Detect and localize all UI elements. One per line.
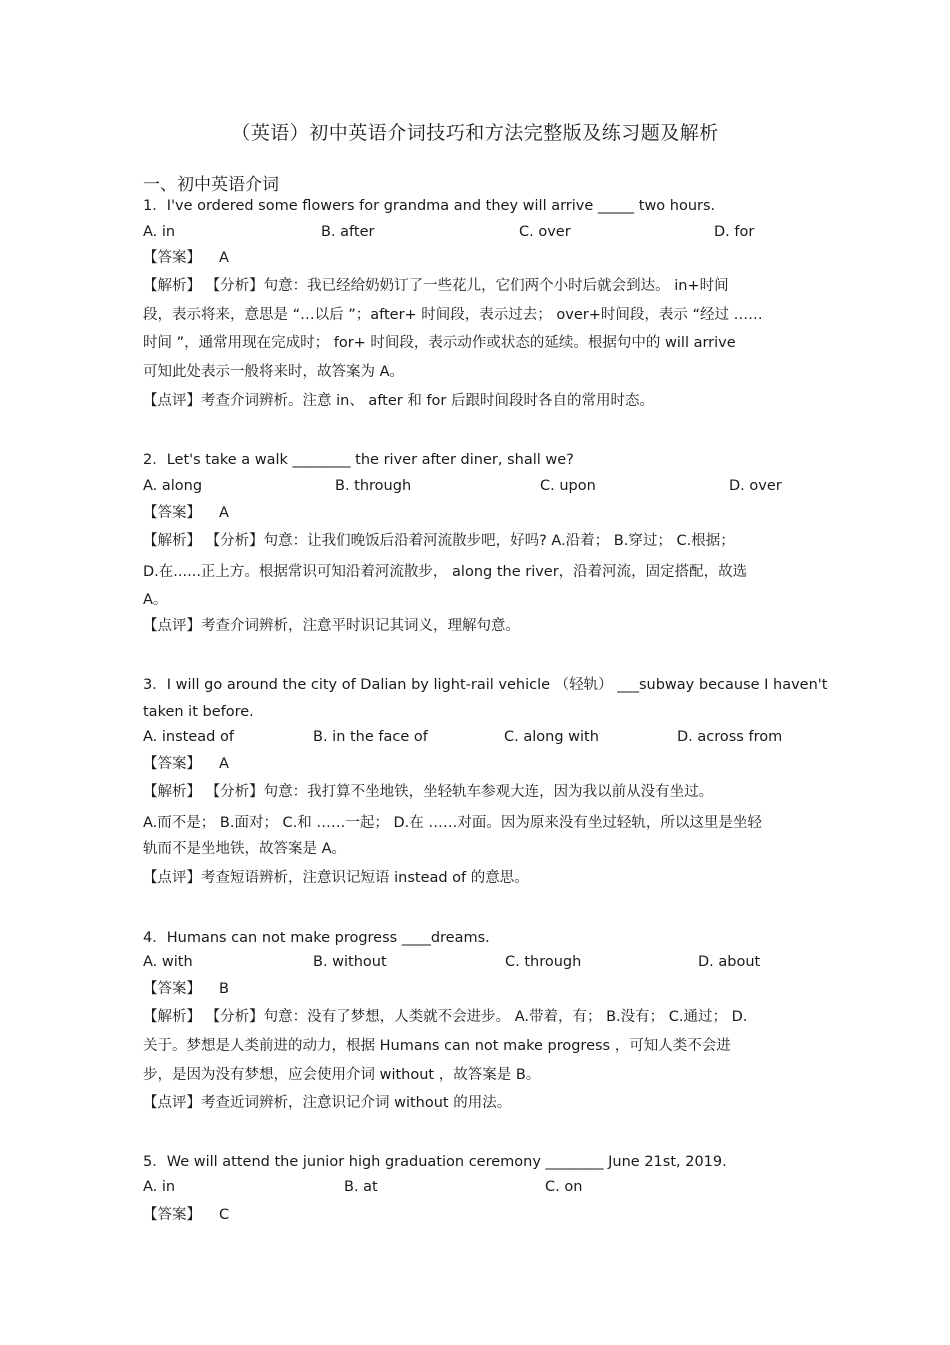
q2-analysis-line-1: 【解析】 【分析】句意：让我们晚饭后沿着河流散步吧，好吗? A.沿着； B.穿过； C.根据； (143, 533, 735, 549)
answer-value: C (219, 1207, 230, 1223)
q1-option-d: D. for (714, 224, 755, 240)
answer-value: A (219, 505, 229, 521)
answer-label: 【答案】 (143, 981, 201, 997)
q1-analysis-line-3: 时间 ”，通常用现在完成时； for+ 时间段，表示动作或状态的延续。根据句中的 will arrive (143, 335, 736, 351)
answer-value: A (219, 756, 229, 772)
answer-value: B (219, 981, 229, 997)
q1-option-a: A. in (143, 224, 176, 240)
q4-comment: 【点评】考查近词辨析，注意识记介词 without 的用法。 (143, 1095, 512, 1111)
q2-analysis-line-3: A。 (143, 592, 168, 608)
q3-answer (143, 754, 813, 774)
question-3-stem-line-2: taken it before. (143, 704, 254, 720)
q3-analysis-line-1: 【解析】 【分析】句意：我打算不坐地铁，坐轻轨车参观大连，因为我以前从没有坐过。 (143, 784, 714, 800)
q4-option-d: D. about (698, 954, 761, 970)
q3-option-c: C. along with (504, 729, 599, 745)
q4-option-a: A. with (143, 954, 193, 970)
q1-comment: 【点评】考查介词辨析。注意 in、 after 和 for 后跟时间段时各自的常用时态。 (143, 393, 655, 409)
q1-option-c: C. over (519, 224, 571, 240)
q3-option-a: A. instead of (143, 729, 234, 745)
q3-analysis-line-2: A.而不是； B.面对； C.和 ……一起； D.在 ……对面。因为原来没有坐过轻轨，所以这里是坐轻 (143, 815, 762, 831)
q5-option-b: B. at (344, 1179, 378, 1195)
q2-analysis-line-2: D.在......正上方。根据常识可知沿着河流散步， along the river，沿着河流，固定搭配，故选 (143, 564, 748, 580)
question-5-stem: 5．We will attend the junior high graduation ceremony ________ June 21st, 2019. (143, 1154, 727, 1170)
q2-option-a: A. along (143, 478, 203, 494)
answer-value: A (219, 250, 229, 266)
q5-option-c: C. on (545, 1179, 583, 1195)
q1-analysis-line-4: 可知此处表示一般将来时，故答案为 A。 (143, 364, 405, 380)
q5-option-a: A. in (143, 1179, 176, 1195)
question-2-stem: 2．Let's take a walk ________ the river after diner, shall we? (143, 452, 574, 468)
q2-answer (143, 503, 813, 523)
q4-analysis-line-3: 步，是因为没有梦想，应会使用介词 without ，故答案是 B。 (143, 1067, 541, 1083)
q2-option-d: D. over (729, 478, 782, 494)
question-1-stem: 1．I've ordered some flowers for grandma and they will arrive _____ two hours. (143, 198, 716, 214)
q1-answer (143, 248, 813, 268)
q4-answer (143, 979, 813, 999)
document-title: （英语）初中英语介词技巧和方法完整版及练习题及解析 (231, 122, 719, 144)
answer-label: 【答案】 (143, 505, 201, 521)
q3-option-b: B. in the face of (313, 729, 428, 745)
q3-analysis-line-3: 轨而不是坐地铁，故答案是 A。 (143, 841, 347, 857)
answer-label: 【答案】 (143, 756, 201, 772)
q4-option-c: C. through (505, 954, 582, 970)
answer-label: 【答案】 (143, 250, 201, 266)
q4-analysis-line-2: 关于。梦想是人类前进的动力，根据 Humans can not make progress ，可知人类不会进 (143, 1038, 731, 1054)
section-heading: 一、初中英语介词 (143, 175, 279, 195)
q4-option-b: B. without (313, 954, 387, 970)
question-4-stem: 4．Humans can not make progress ____dreams. (143, 930, 490, 946)
q1-option-b: B. after (321, 224, 375, 240)
q1-analysis-line-1: 【解析】 【分析】句意：我已经给奶奶订了一些花儿，它们两个小时后就会到达。 in+时间 (143, 278, 729, 294)
q3-option-d: D. across from (677, 729, 783, 745)
q2-option-c: C. upon (540, 478, 596, 494)
question-3-stem-line-1: 3．I will go around the city of Dalian by light-rail vehicle （轻轨） ___subway because I haven't (143, 677, 828, 693)
q4-analysis-line-1: 【解析】 【分析】句意：没有了梦想，人类就不会进步。 A.带着，有； B.没有； C.通过； D. (143, 1009, 748, 1025)
q1-analysis-line-2: 段，表示将来，意思是 “…以后 ”；after+ 时间段，表示过去； over+时间段，表示 “经过 …… (143, 307, 763, 323)
answer-label: 【答案】 (143, 1207, 201, 1223)
q2-option-b: B. through (335, 478, 412, 494)
q2-comment: 【点评】考查介词辨析，注意平时识记其词义，理解句意。 (143, 618, 520, 634)
q3-comment: 【点评】考查短语辨析，注意识记短语 instead of 的意思。 (143, 870, 529, 886)
q5-answer (143, 1205, 813, 1225)
